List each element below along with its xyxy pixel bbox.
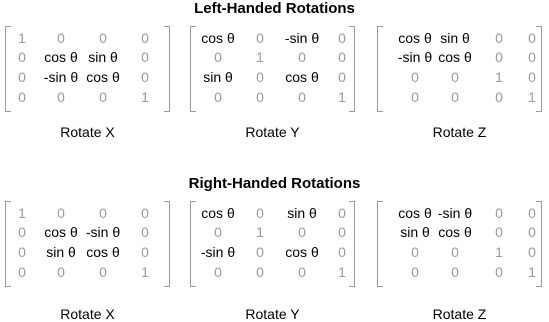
matrix-entry: cos θ [44, 224, 78, 240]
matrix-entry: -sin θ [85, 224, 121, 240]
matrix-entry: cos θ [285, 69, 319, 85]
matrix-entry: sin θ [203, 69, 233, 85]
matrix-entry: 0 [18, 224, 26, 240]
left-bracket [377, 26, 383, 112]
matrix-entry: 0 [214, 89, 222, 105]
matrix-entry: 0 [18, 49, 26, 65]
left-handed-title: Left-Handed Rotations [194, 0, 355, 17]
right-handed-title: Right-Handed Rotations [188, 175, 361, 192]
matrix-entry: 0 [451, 69, 459, 85]
left-bracket [5, 26, 11, 112]
matrix-entry: -sin θ [397, 49, 433, 65]
matrix-entry: 0 [141, 49, 149, 65]
matrix-entry: cos θ [201, 30, 235, 46]
matrix-entry: 0 [18, 264, 26, 280]
matrix-entry: 0 [411, 264, 419, 280]
matrix-entry: 0 [451, 89, 459, 105]
matrix-entry: 0 [528, 244, 536, 260]
matrix-entry: sin θ [400, 224, 430, 240]
matrix-entry: 0 [57, 30, 65, 46]
matrix-entry: 0 [99, 30, 107, 46]
matrix-caption: Rotate X [60, 306, 115, 322]
right-bracket [164, 201, 170, 287]
matrix-entry: 0 [141, 69, 149, 85]
matrix-entry: 0 [99, 264, 107, 280]
matrix-entry: sin θ [88, 49, 118, 65]
matrix-entry: cos θ [398, 30, 432, 46]
matrix-entry: 0 [214, 264, 222, 280]
right-bracket [164, 26, 170, 112]
matrix-entry: 1 [528, 264, 536, 280]
matrix-caption: Rotate Z [432, 124, 487, 140]
matrix-entry: 1 [495, 244, 503, 260]
matrix-entry: 0 [141, 244, 149, 260]
right-bracket [349, 26, 355, 112]
left-bracket [5, 201, 11, 287]
matrix-entry: -sin θ [437, 205, 473, 221]
matrix-entry: cos θ [398, 205, 432, 221]
matrix-entry: 0 [338, 244, 346, 260]
matrix-entry: cos θ [438, 49, 472, 65]
matrix-left-z [377, 26, 542, 112]
matrix-entry: 1 [495, 69, 503, 85]
matrix-right-x [5, 201, 170, 287]
matrix-entry: 0 [528, 30, 536, 46]
matrix-entry: 0 [57, 205, 65, 221]
matrix-entry: 0 [256, 89, 264, 105]
matrix-entry: 0 [99, 89, 107, 105]
matrix-caption: Rotate Z [432, 306, 487, 322]
matrix-entry: 0 [338, 205, 346, 221]
matrix-entry: 0 [338, 224, 346, 240]
matrix-entry: 0 [298, 224, 306, 240]
matrix-entry: 0 [141, 205, 149, 221]
matrix-entry: 0 [141, 224, 149, 240]
matrix-entry: 0 [338, 30, 346, 46]
matrix-entry: 0 [411, 89, 419, 105]
matrix-entry: 0 [495, 30, 503, 46]
matrix-entry: 0 [298, 49, 306, 65]
matrix-entry: 0 [495, 89, 503, 105]
matrix-entry: 1 [18, 205, 26, 221]
matrix-entry: 0 [298, 89, 306, 105]
matrix-entry: -sin θ [43, 69, 79, 85]
matrix-entry: -sin θ [200, 244, 236, 260]
matrix-entry: 0 [528, 49, 536, 65]
matrix-entry: 0 [338, 69, 346, 85]
matrix-entry: sin θ [287, 205, 317, 221]
matrix-entry: 0 [57, 264, 65, 280]
matrix-right-z [377, 201, 542, 287]
matrix-entry: 0 [99, 205, 107, 221]
matrix-entry: cos θ [201, 205, 235, 221]
matrix-entry: 0 [495, 224, 503, 240]
matrix-entry: 1 [256, 224, 264, 240]
matrix-entry: 0 [451, 264, 459, 280]
matrix-entry: 0 [18, 89, 26, 105]
matrix-caption: Rotate X [60, 124, 115, 140]
matrix-entry: 0 [18, 69, 26, 85]
matrix-entry: 1 [528, 89, 536, 105]
matrix-entry: cos θ [438, 224, 472, 240]
matrix-right-y [190, 201, 355, 287]
matrix-entry: 1 [256, 49, 264, 65]
matrix-entry: 0 [256, 30, 264, 46]
matrix-entry: 0 [528, 224, 536, 240]
matrix-entry: 0 [495, 205, 503, 221]
right-bracket [536, 26, 542, 112]
matrix-entry: cos θ [86, 69, 120, 85]
matrix-entry: 0 [495, 49, 503, 65]
right-bracket [349, 201, 355, 287]
matrix-entry: 0 [256, 244, 264, 260]
matrix-entry: 0 [411, 244, 419, 260]
matrix-entry: 1 [141, 264, 149, 280]
matrix-entry: cos θ [44, 49, 78, 65]
matrix-entry: cos θ [86, 244, 120, 260]
matrix-entry: sin θ [440, 30, 470, 46]
left-bracket [377, 201, 383, 287]
matrix-entry: 0 [18, 244, 26, 260]
matrix-left-x [5, 26, 170, 112]
matrix-entry: 0 [451, 244, 459, 260]
matrix-entry: 0 [298, 264, 306, 280]
matrix-entry: 1 [338, 264, 346, 280]
matrix-entry: -sin θ [284, 30, 320, 46]
matrix-entry: 0 [338, 49, 346, 65]
left-bracket [190, 201, 196, 287]
matrix-caption: Rotate Y [245, 124, 300, 140]
right-bracket [536, 201, 542, 287]
matrix-entry: 0 [256, 205, 264, 221]
matrix-entry: 1 [141, 89, 149, 105]
matrix-entry: 1 [18, 30, 26, 46]
matrix-entry: 0 [256, 69, 264, 85]
matrix-entry: 0 [57, 89, 65, 105]
matrix-entry: cos θ [285, 244, 319, 260]
matrix-entry: 0 [495, 264, 503, 280]
left-bracket [190, 26, 196, 112]
matrix-entry: 0 [411, 69, 419, 85]
matrix-entry: 0 [256, 264, 264, 280]
matrix-entry: 0 [214, 224, 222, 240]
matrix-entry: 0 [528, 205, 536, 221]
matrix-entry: 0 [528, 69, 536, 85]
matrix-entry: sin θ [46, 244, 76, 260]
matrix-entry: 0 [214, 49, 222, 65]
matrix-left-y [190, 26, 355, 112]
matrix-entry: 0 [141, 30, 149, 46]
matrix-entry: 1 [338, 89, 346, 105]
matrix-caption: Rotate Y [245, 306, 300, 322]
